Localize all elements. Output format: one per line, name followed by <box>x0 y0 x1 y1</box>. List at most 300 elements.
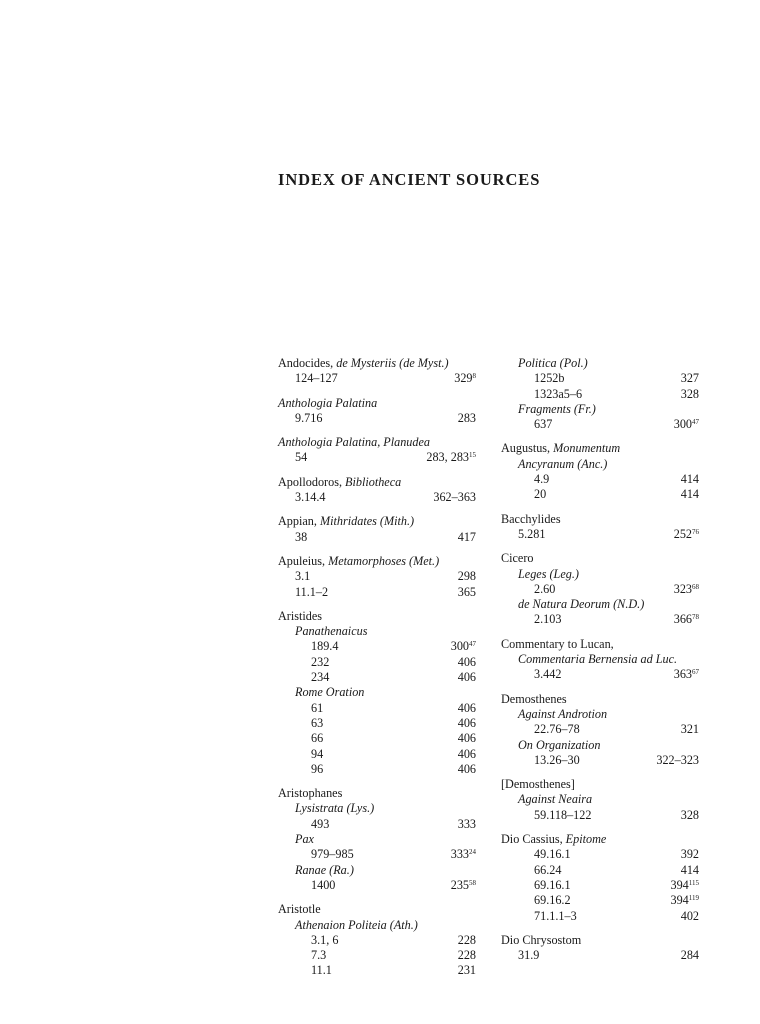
text-run: 124–127 <box>295 371 338 386</box>
text-run: 2.103 <box>534 612 562 627</box>
page-reference <box>451 878 476 893</box>
page-reference <box>674 612 699 627</box>
text-run: 11.1 <box>311 963 332 978</box>
index-reference-row <box>501 722 699 737</box>
italic-text: Against Androtion <box>518 706 608 721</box>
index-heading-row <box>501 738 699 753</box>
italic-text: Monumentum <box>553 441 621 456</box>
text-run: 366 <box>673 612 692 627</box>
source-label <box>311 655 329 670</box>
text-run: 3.1, 6 <box>311 932 339 947</box>
text-run: 328 <box>680 807 699 822</box>
italic-text: Leges (Leg.) <box>518 566 579 581</box>
text-run: 406 <box>457 654 476 669</box>
source-label <box>518 792 592 807</box>
index-reference-row <box>278 933 476 948</box>
index-column-right <box>501 356 699 972</box>
index-heading-row <box>278 356 476 371</box>
source-label <box>534 612 561 627</box>
italic-text: Athenaion Politeia (Ath.) <box>295 917 418 932</box>
italic-text: Politica (Pol.) <box>518 356 588 370</box>
page-reference <box>426 450 476 465</box>
text-run: 38 <box>295 529 308 544</box>
index-reference-row <box>278 670 476 685</box>
index-heading-row <box>501 692 699 707</box>
index-heading-row <box>501 441 699 456</box>
italic-text: Metamorphoses (Met.) <box>328 553 440 568</box>
text-run: 394 <box>670 893 689 908</box>
text-run: 406 <box>457 761 476 776</box>
text-run: 637 <box>534 417 553 432</box>
source-label <box>295 918 418 933</box>
text-run: 54 <box>295 450 308 465</box>
text-run: 69.16.1 <box>534 877 571 892</box>
page-reference <box>656 753 699 768</box>
italic-text: Ancyranum (Anc.) <box>518 456 608 471</box>
source-label <box>501 832 606 847</box>
index-reference-row <box>278 817 476 832</box>
source-label <box>311 948 326 963</box>
index-entry <box>278 554 476 600</box>
source-label <box>534 371 564 386</box>
source-label <box>311 731 323 746</box>
source-label <box>311 747 323 762</box>
source-label <box>534 878 571 893</box>
index-heading-row <box>278 902 476 917</box>
index-heading-row <box>278 609 476 624</box>
source-label <box>278 475 401 490</box>
text-run: 1252b <box>534 371 565 386</box>
index-entry <box>501 933 699 964</box>
source-label <box>295 585 328 600</box>
index-heading-row <box>278 863 476 878</box>
source-label <box>501 933 581 948</box>
text-run: 417 <box>457 529 476 544</box>
source-label <box>278 396 377 411</box>
page-reference <box>674 417 699 432</box>
text-run: 979–985 <box>311 847 354 862</box>
index-reference-row <box>501 909 699 924</box>
text-run: 69.16.2 <box>534 893 571 908</box>
text-run: 284 <box>680 948 699 963</box>
index-reference-row <box>501 753 699 768</box>
source-label <box>311 963 332 978</box>
text-run: 328 <box>680 386 699 401</box>
italic-text: Epitome <box>565 832 607 847</box>
index-entry <box>501 637 699 683</box>
italic-text: Rome Oration <box>295 685 365 700</box>
source-label <box>311 933 338 948</box>
source-label <box>518 356 588 371</box>
footnote-ref: 67 <box>692 668 699 677</box>
text-run: 322–323 <box>656 752 699 767</box>
source-label <box>311 817 329 832</box>
index-reference-row <box>278 716 476 731</box>
source-label <box>501 551 534 566</box>
footnote-ref: 24 <box>469 848 476 857</box>
italic-text: de Mysteriis (de Myst.) <box>336 356 449 370</box>
source-label <box>278 435 430 450</box>
index-entry <box>278 514 476 545</box>
text-run: 394 <box>670 877 689 892</box>
text-run: 406 <box>457 670 476 685</box>
index-reference-row <box>501 612 699 627</box>
text-run: 2.60 <box>534 581 556 596</box>
page-reference <box>454 371 476 386</box>
index-entry <box>501 692 699 768</box>
page-reference <box>681 863 699 878</box>
source-label <box>278 514 414 529</box>
source-label <box>295 530 307 545</box>
source-label <box>534 387 582 402</box>
source-label <box>518 567 579 582</box>
index-heading-row <box>278 624 476 639</box>
footnote-ref: 8 <box>472 372 476 381</box>
text-run: 323 <box>673 581 692 596</box>
text-run: Bacchylides <box>501 511 561 526</box>
italic-text: Anthologia Palatina <box>278 395 378 410</box>
index-heading-row <box>501 792 699 807</box>
text-run: 232 <box>311 654 330 669</box>
index-reference-row <box>501 387 699 402</box>
footnote-ref: 47 <box>692 418 699 427</box>
text-run: 231 <box>457 963 476 978</box>
text-run: 402 <box>680 908 699 923</box>
index-heading-row <box>278 435 476 450</box>
source-label <box>534 667 561 682</box>
page-reference <box>458 948 476 963</box>
source-label <box>534 753 580 768</box>
index-heading-row <box>501 551 699 566</box>
index-reference-row <box>278 585 476 600</box>
text-run: 49.16.1 <box>534 847 571 862</box>
index-heading-row <box>501 637 699 652</box>
text-run: [Demosthenes] <box>501 777 575 792</box>
source-label <box>278 609 322 624</box>
index-heading-row <box>278 475 476 490</box>
page-reference <box>458 817 476 832</box>
source-label <box>295 624 367 639</box>
source-label <box>295 450 307 465</box>
index-entry <box>278 435 476 466</box>
source-label <box>311 670 329 685</box>
index-reference-row <box>501 527 699 542</box>
text-run: 3.14.4 <box>295 490 326 505</box>
index-reference-row <box>278 878 476 893</box>
text-run: 406 <box>457 746 476 761</box>
index-entry <box>278 902 476 978</box>
text-run: 283 <box>457 410 476 425</box>
page-reference <box>674 527 699 542</box>
text-run: 61 <box>311 700 324 715</box>
source-label <box>501 777 575 792</box>
page-reference <box>458 670 476 685</box>
source-label <box>534 417 552 432</box>
index-reference-row <box>278 731 476 746</box>
source-label <box>278 902 321 917</box>
index-heading-row <box>501 597 699 612</box>
source-label <box>534 582 555 597</box>
index-column-left <box>278 356 476 988</box>
text-run: 365 <box>457 584 476 599</box>
text-run: Aristotle <box>278 902 321 917</box>
footnote-ref: 76 <box>692 527 699 536</box>
index-reference-row <box>278 655 476 670</box>
index-entry <box>501 512 699 543</box>
source-label <box>295 863 354 878</box>
text-run: 333 <box>450 847 469 862</box>
source-label <box>278 554 439 569</box>
italic-text: Lysistrata (Lys.) <box>295 801 375 816</box>
text-run: 493 <box>311 816 330 831</box>
italic-text: Bibliotheca <box>345 474 402 489</box>
text-run: Demosthenes <box>501 691 567 706</box>
text-run: 22.76–78 <box>534 722 580 737</box>
text-run: 406 <box>457 731 476 746</box>
index-reference-row <box>278 530 476 545</box>
source-label <box>534 909 577 924</box>
index-reference-row <box>501 417 699 432</box>
italic-text: Against Neaira <box>518 792 593 807</box>
page-reference <box>681 909 699 924</box>
source-label <box>518 597 644 612</box>
text-run: 414 <box>680 862 699 877</box>
source-label <box>311 701 323 716</box>
source-label <box>518 457 607 472</box>
source-label <box>295 490 325 505</box>
index-heading-row <box>278 514 476 529</box>
text-run: 333 <box>457 816 476 831</box>
text-run: 66.24 <box>534 862 562 877</box>
footnote-ref: 58 <box>469 878 476 887</box>
page-reference <box>681 472 699 487</box>
source-label <box>311 716 323 731</box>
page-reference <box>681 808 699 823</box>
source-label <box>501 512 561 527</box>
text-run: 406 <box>457 715 476 730</box>
text-run: 20 <box>534 487 547 502</box>
source-label <box>501 441 620 456</box>
text-run: 363 <box>673 667 692 682</box>
source-label <box>295 801 374 816</box>
index-reference-row <box>278 762 476 777</box>
page-reference <box>458 411 476 426</box>
index-entry <box>501 832 699 924</box>
page-reference <box>451 639 476 654</box>
text-run: 1400 <box>311 877 336 892</box>
text-run: 327 <box>680 371 699 386</box>
index-reference-row <box>278 569 476 584</box>
text-run: 414 <box>680 487 699 502</box>
page-reference <box>451 847 476 862</box>
text-run: 59.118–122 <box>534 807 592 822</box>
index-heading-row <box>278 786 476 801</box>
index-entry <box>278 475 476 506</box>
source-label <box>518 738 601 753</box>
index-heading-row <box>501 933 699 948</box>
source-label <box>534 863 561 878</box>
page-reference <box>458 569 476 584</box>
text-run: 94 <box>311 746 324 761</box>
index-reference-row <box>278 747 476 762</box>
index-heading-row <box>501 356 699 371</box>
index-heading-row <box>501 512 699 527</box>
index-reference-row <box>501 863 699 878</box>
page-reference <box>458 530 476 545</box>
index-reference-row <box>501 582 699 597</box>
text-run: 63 <box>311 715 324 730</box>
page-reference <box>458 762 476 777</box>
index-reference-row <box>501 878 699 893</box>
text-run: 7.3 <box>311 948 327 963</box>
page-reference <box>458 585 476 600</box>
index-reference-row <box>501 808 699 823</box>
source-label <box>518 402 596 417</box>
footnote-ref: 119 <box>688 894 699 903</box>
text-run: 71.1.1–3 <box>534 908 577 923</box>
index-reference-row <box>278 639 476 654</box>
text-run: Aristides <box>278 608 323 623</box>
source-label <box>295 371 338 386</box>
source-label <box>534 722 580 737</box>
text-run: 66 <box>311 731 324 746</box>
page-reference <box>458 716 476 731</box>
index-reference-row <box>501 472 699 487</box>
text-run: 228 <box>457 948 476 963</box>
source-label <box>311 762 323 777</box>
text-run: 392 <box>680 847 699 862</box>
text-run: 283, 283 <box>426 450 469 465</box>
italic-text: Ranae (Ra.) <box>295 862 354 877</box>
index-reference-row <box>501 847 699 862</box>
text-run: 329 <box>454 371 473 386</box>
index-entry <box>278 356 476 387</box>
index-reference-row <box>278 847 476 862</box>
text-run: 13.26–30 <box>534 752 580 767</box>
text-run: 1323a5–6 <box>534 386 583 401</box>
page-reference <box>681 487 699 502</box>
page-reference <box>674 582 699 597</box>
text-run: 300 <box>450 639 469 654</box>
text-run: 362–363 <box>433 490 476 505</box>
text-run: Aristophanes <box>278 786 343 801</box>
source-label <box>295 569 310 584</box>
text-run: Commentary to Lucan, <box>501 636 614 651</box>
text-run: 414 <box>680 472 699 487</box>
italic-text: de Natura Deorum (N.D.) <box>518 597 645 612</box>
index-heading-row <box>501 832 699 847</box>
index-reference-row <box>278 411 476 426</box>
text-run: 4.9 <box>534 472 550 487</box>
source-label <box>295 832 314 847</box>
index-heading-row <box>501 457 699 472</box>
source-label <box>534 847 571 862</box>
text-run: 11.1–2 <box>295 584 329 599</box>
italic-text: Panathenaicus <box>295 624 368 639</box>
text-run: 235 <box>450 877 469 892</box>
index-reference-row <box>501 487 699 502</box>
text-run: Appian, <box>278 514 320 529</box>
source-label <box>534 472 549 487</box>
text-run: 321 <box>680 722 699 737</box>
page-reference <box>681 722 699 737</box>
page-reference <box>433 490 476 505</box>
source-label <box>501 692 567 707</box>
source-label <box>534 893 571 908</box>
page-reference <box>458 747 476 762</box>
index-heading-row <box>278 685 476 700</box>
page-reference <box>458 655 476 670</box>
index-heading-row <box>501 777 699 792</box>
page-reference <box>681 371 699 386</box>
page-reference <box>681 948 699 963</box>
italic-text: Commentaria Bernensia ad Luc. <box>518 652 678 667</box>
index-entry <box>501 441 699 502</box>
index-reference-row <box>278 948 476 963</box>
page-reference <box>681 847 699 862</box>
text-run: Andocides, <box>278 356 337 370</box>
source-label <box>534 808 591 823</box>
text-run: 300 <box>673 417 692 432</box>
index-entry <box>501 551 699 627</box>
source-label <box>518 707 607 722</box>
index-reference-row <box>501 667 699 682</box>
source-label <box>534 487 546 502</box>
page-reference <box>458 933 476 948</box>
text-run: 96 <box>311 761 324 776</box>
index-heading-row <box>501 652 699 667</box>
page-reference <box>458 701 476 716</box>
index-entry <box>501 777 699 823</box>
footnote-ref: 115 <box>688 878 699 887</box>
text-run: Dio Cassius, <box>501 832 566 847</box>
italic-text: Mithridates (Mith.) <box>319 514 415 529</box>
text-run: 234 <box>311 670 330 685</box>
index-reference-row <box>501 371 699 386</box>
source-label <box>311 639 338 654</box>
index-heading-row <box>501 567 699 582</box>
page-reference <box>458 731 476 746</box>
source-label <box>311 847 354 862</box>
footnote-ref: 15 <box>469 451 476 460</box>
text-run: 252 <box>673 526 692 541</box>
index-reference-row <box>278 450 476 465</box>
source-label <box>518 527 545 542</box>
text-run: 3.1 <box>295 569 311 584</box>
index-reference-row <box>278 490 476 505</box>
index-heading-row <box>501 707 699 722</box>
source-label <box>295 685 364 700</box>
page-reference <box>674 667 699 682</box>
text-run: Apollodoros, <box>278 474 346 489</box>
italic-text: Anthologia Palatina, Planudea <box>278 435 430 450</box>
index-reference-row <box>501 893 699 908</box>
page-title: INDEX OF ANCIENT SOURCES <box>278 170 541 189</box>
index-entry <box>278 396 476 427</box>
text-run: 5.281 <box>518 526 546 541</box>
text-run: Dio Chrysostom <box>501 932 582 947</box>
index-heading-row <box>278 832 476 847</box>
footnote-ref: 78 <box>692 613 699 622</box>
index-heading-row <box>278 801 476 816</box>
source-label <box>311 878 335 893</box>
text-run: Augustus, <box>501 441 554 456</box>
text-run: 406 <box>457 700 476 715</box>
index-reference-row <box>278 963 476 978</box>
source-label <box>278 356 449 371</box>
index-heading-row <box>278 918 476 933</box>
index-entry <box>278 609 476 777</box>
